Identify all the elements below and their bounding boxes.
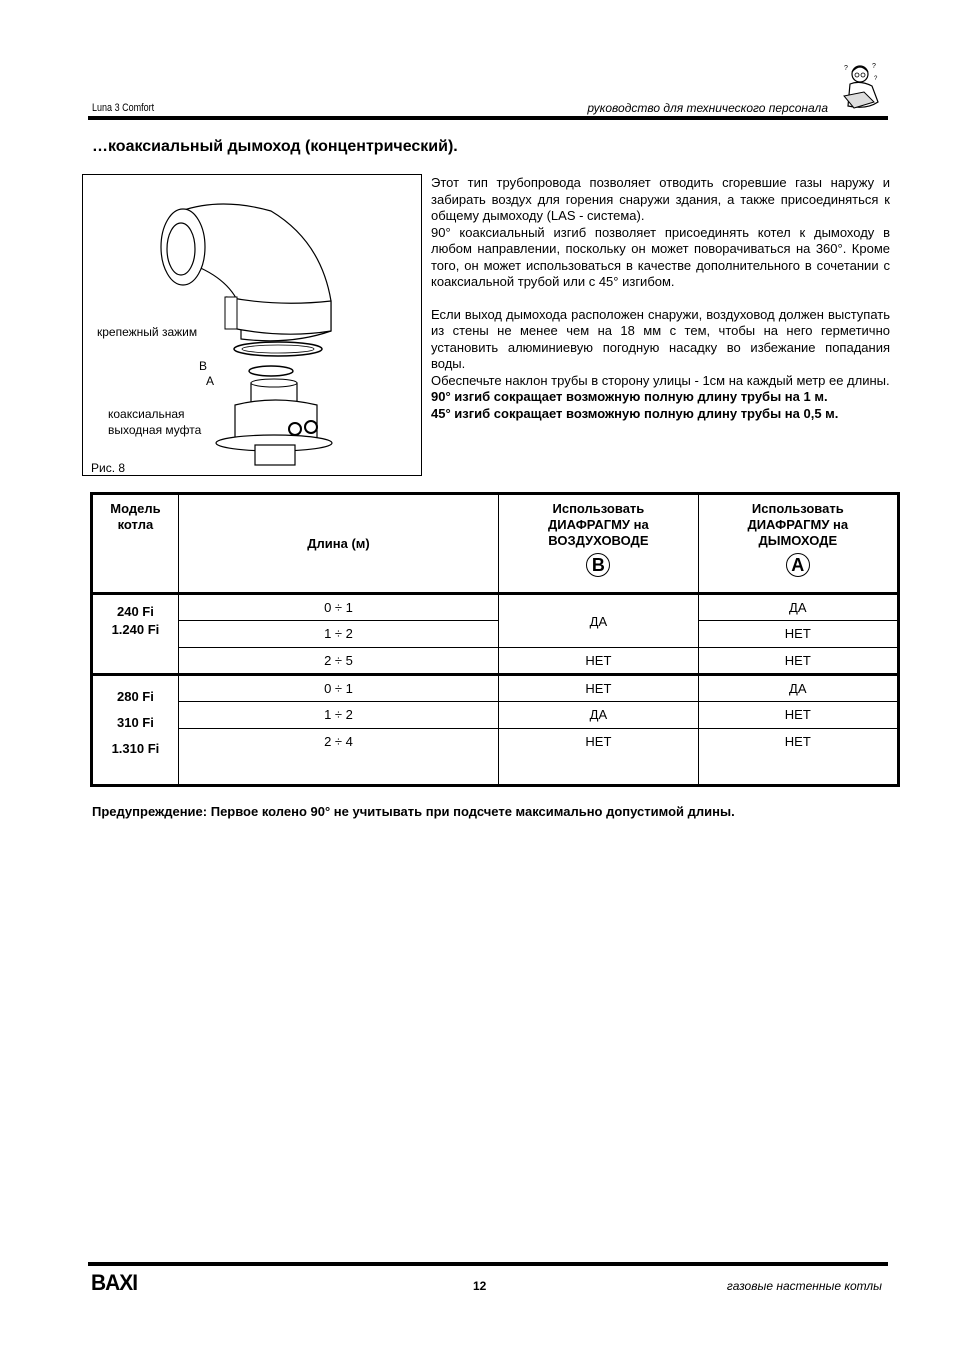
length-cell: 1 ÷ 2 <box>178 621 498 648</box>
header-product-name: Luna 3 Comfort <box>92 102 155 114</box>
paragraph-1: Этот тип трубопровода позволяет отводить сгоревшие газы наружу и забирать воздух для горения снаружи здания, а также присоединяться к общему дымоходу (LAS - система). <box>431 175 890 223</box>
length-cell: 2 ÷ 5 <box>178 648 498 675</box>
flue-cell: НЕТ <box>698 702 898 729</box>
flue-cell: ДА <box>698 594 898 621</box>
header-divider <box>88 116 888 120</box>
label-coupling-line2: выходная муфта <box>108 423 202 437</box>
label-b: B <box>199 359 208 373</box>
header-manual-type: руководство для технического персонала <box>587 101 828 115</box>
label-a: A <box>206 374 215 388</box>
header-air-diaphragm: Использовать ДИАФРАГМУ на ВОЗДУХОВОДЕ B <box>499 494 698 594</box>
figure-8 <box>82 174 422 476</box>
footer-category: газовые настенные котлы <box>726 1279 882 1293</box>
warning-note: Предупреждение: Первое колено 90° не учитывать при подсчете максимально допустимой длины. <box>92 804 735 819</box>
model-cell-group-1: 240 Fi 1.240 Fi <box>92 594 179 675</box>
length-cell: 1 ÷ 2 <box>178 702 498 729</box>
section-title: …коаксиальный дымоход (концентрический). <box>92 138 458 155</box>
air-cell: НЕТ <box>499 729 698 786</box>
length-cell: 2 ÷ 4 <box>178 729 498 786</box>
table-row <box>92 675 899 702</box>
flue-cell: ДА <box>698 675 898 702</box>
flue-cell: НЕТ <box>698 729 898 786</box>
bold-note-45: 45° изгиб сокращает возможную полную длину трубы на 0,5 м. <box>431 405 839 421</box>
bold-note-90: 90° изгиб сокращает возможную полную длину трубы на 1 м. <box>431 389 828 404</box>
page-number: 12 <box>473 1279 487 1293</box>
air-cell: ДА <box>499 594 698 648</box>
table-header-row <box>92 494 899 594</box>
air-cell: НЕТ <box>499 675 698 702</box>
header-length: Длина (м) <box>178 494 498 594</box>
paragraph-2: 90° коаксиальный изгиб позволяет присоединять котел к дымоходу в любом направлении, поскольку он может поворачиваться на 360°. Кроме того, он может использоваться в качестве дополнительного в сочетании с коаксиальной трубой или с 45° изгибом. <box>431 224 890 289</box>
flue-cell: НЕТ <box>698 648 898 675</box>
table-row <box>92 729 899 786</box>
air-cell: ДА <box>499 702 698 729</box>
table-row <box>92 702 899 729</box>
length-cell: 0 ÷ 1 <box>178 594 498 621</box>
length-cell: 0 ÷ 1 <box>178 675 498 702</box>
table-row <box>92 594 899 621</box>
table-row <box>92 621 899 648</box>
label-coupling-line1: коаксиальная <box>108 407 185 421</box>
symbol-a-icon: A <box>786 553 810 577</box>
paragraph-3: Если выход дымохода расположен снаружи, воздуховод должен выступать из стены не менее чем на 18 мм с тем, чтобы на него герметично установить алюминиевую погодную насадку во избежание попадания воды. <box>431 306 890 371</box>
header-model: Модель котла <box>92 494 179 594</box>
figure-caption: Рис. 8 <box>91 461 126 475</box>
baxi-logo: BAXI <box>91 1270 138 1295</box>
header-flue-diaphragm: Использовать ДИАФРАГМУ на ДЫМОХОДЕ A <box>698 494 898 594</box>
symbol-b-icon: B <box>586 553 610 577</box>
flue-cell: НЕТ <box>698 621 898 648</box>
label-clamp: крепежный зажим <box>97 325 198 339</box>
svg-text:?: ? <box>844 65 848 72</box>
air-cell: НЕТ <box>499 648 698 675</box>
technician-mascot-icon <box>836 58 886 116</box>
svg-text:?: ? <box>872 63 876 70</box>
svg-text:?: ? <box>874 76 878 82</box>
model-cell-group-2: 280 Fi 310 Fi 1.310 Fi <box>92 675 179 786</box>
footer-divider <box>88 1262 888 1266</box>
description-block <box>431 175 890 422</box>
table-row <box>92 648 899 675</box>
diaphragm-table <box>90 492 900 787</box>
paragraph-4: Обеспечьте наклон трубы в сторону улицы - 1см на каждый метр ее длины. <box>431 372 890 388</box>
